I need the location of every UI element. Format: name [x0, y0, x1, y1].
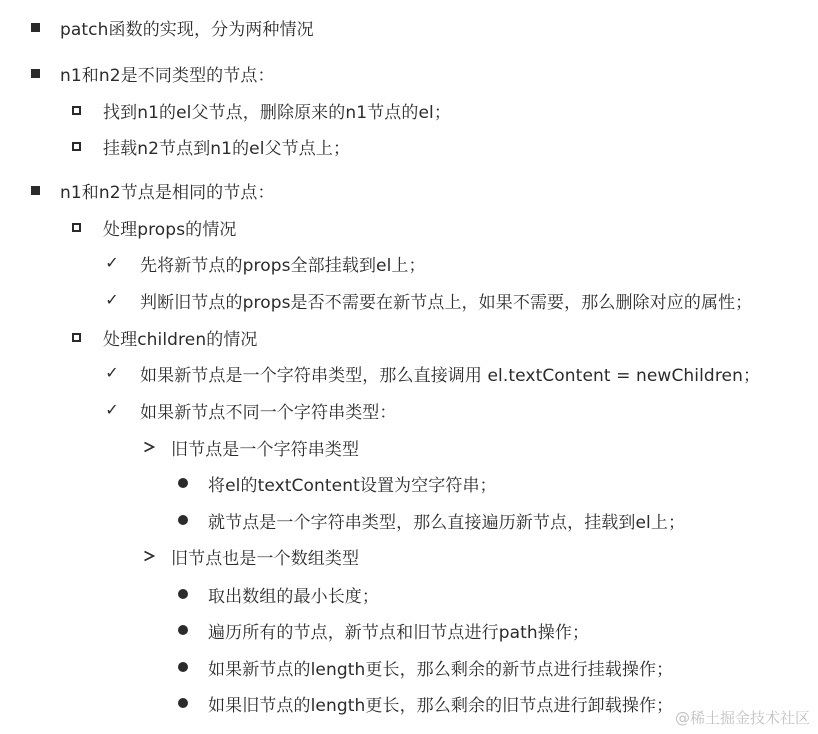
list-item-text: 判断旧节点的props是否不需要在新节点上，如果不需要，那么删除对应的属性；	[140, 292, 753, 313]
list-item-level4	[143, 432, 359, 462]
list-item-level2	[72, 322, 258, 352]
filled-square-bullet-icon	[31, 69, 40, 78]
list-item-text: n1和n2是不同类型的节点：	[60, 65, 275, 86]
list-item-text: 处理props的情况	[103, 219, 237, 240]
filled-dot-bullet-icon	[178, 478, 188, 488]
list-item-level1	[31, 58, 275, 88]
list-item-level3	[105, 248, 426, 278]
check-mark-bullet-icon: ✓	[105, 363, 119, 382]
list-item-level5	[178, 468, 497, 498]
filled-dot-bullet-icon	[178, 515, 188, 525]
list-item-text: 先将新节点的props全部挂载到el上；	[140, 255, 426, 276]
list-item-text: patch函数的实现，分为两种情况	[60, 19, 314, 40]
watermark-text: @稀土掘金技术社区	[674, 709, 810, 727]
hollow-square-bullet-icon	[72, 223, 81, 232]
list-item-text: 将el的textContent设置为空字符串；	[208, 475, 497, 496]
list-item-level1	[31, 175, 275, 205]
arrowhead-bullet-icon	[143, 550, 155, 562]
check-mark-bullet-icon: ✓	[105, 253, 119, 272]
list-item-text: 如果新节点是一个字符串类型，那么直接调用 el.textContent = newChildren；	[140, 365, 761, 386]
list-item-text: 就节点是一个字符串类型，那么直接遍历新节点，挂载到el上；	[208, 512, 686, 533]
arrowhead-bullet-icon	[143, 441, 155, 453]
list-item-text: 处理children的情况	[103, 329, 258, 350]
list-item-text: 如果新节点的length更长，那么剩余的新节点进行挂载操作；	[208, 659, 674, 680]
hollow-square-bullet-icon	[72, 333, 81, 342]
list-item-level2	[72, 212, 236, 242]
list-item-level2	[72, 95, 451, 125]
list-item-level5	[178, 579, 379, 609]
list-item-level3	[105, 358, 760, 388]
list-item-text: 挂载n2节点到n1的el父节点上；	[103, 138, 351, 159]
list-item-text: 找到n1的el父节点，删除原来的n1节点的el；	[103, 102, 451, 123]
list-item-level4	[143, 541, 359, 571]
filled-square-bullet-icon	[31, 23, 40, 32]
hollow-square-bullet-icon	[72, 106, 81, 115]
list-item-text: 如果新节点不同一个字符串类型：	[140, 402, 397, 423]
list-item-level5	[178, 652, 673, 682]
filled-dot-bullet-icon	[178, 662, 188, 672]
list-item-level1	[31, 12, 314, 42]
list-item-level5	[178, 615, 589, 645]
list-item-level2	[72, 131, 350, 161]
list-item-level3	[105, 395, 397, 425]
check-mark-bullet-icon: ✓	[105, 400, 119, 419]
list-item-text: 如果旧节点的length更长，那么剩余的旧节点进行卸载操作；	[208, 695, 674, 716]
filled-dot-bullet-icon	[178, 589, 188, 599]
filled-dot-bullet-icon	[178, 625, 188, 635]
list-item-level3	[105, 285, 752, 315]
list-item-text: 遍历所有的节点，新节点和旧节点进行path操作；	[208, 622, 590, 643]
list-item-level5	[178, 688, 673, 718]
list-item-text: 取出数组的最小长度；	[208, 586, 379, 607]
hollow-square-bullet-icon	[72, 142, 81, 151]
list-item-text: 旧节点是一个字符串类型	[171, 439, 360, 460]
check-mark-bullet-icon: ✓	[105, 290, 119, 309]
filled-square-bullet-icon	[31, 186, 40, 195]
list-item-level5	[178, 505, 685, 535]
list-item-text: 旧节点也是一个数组类型	[171, 548, 360, 569]
list-item-text: n1和n2节点是相同的节点：	[60, 182, 275, 203]
filled-dot-bullet-icon	[178, 698, 188, 708]
